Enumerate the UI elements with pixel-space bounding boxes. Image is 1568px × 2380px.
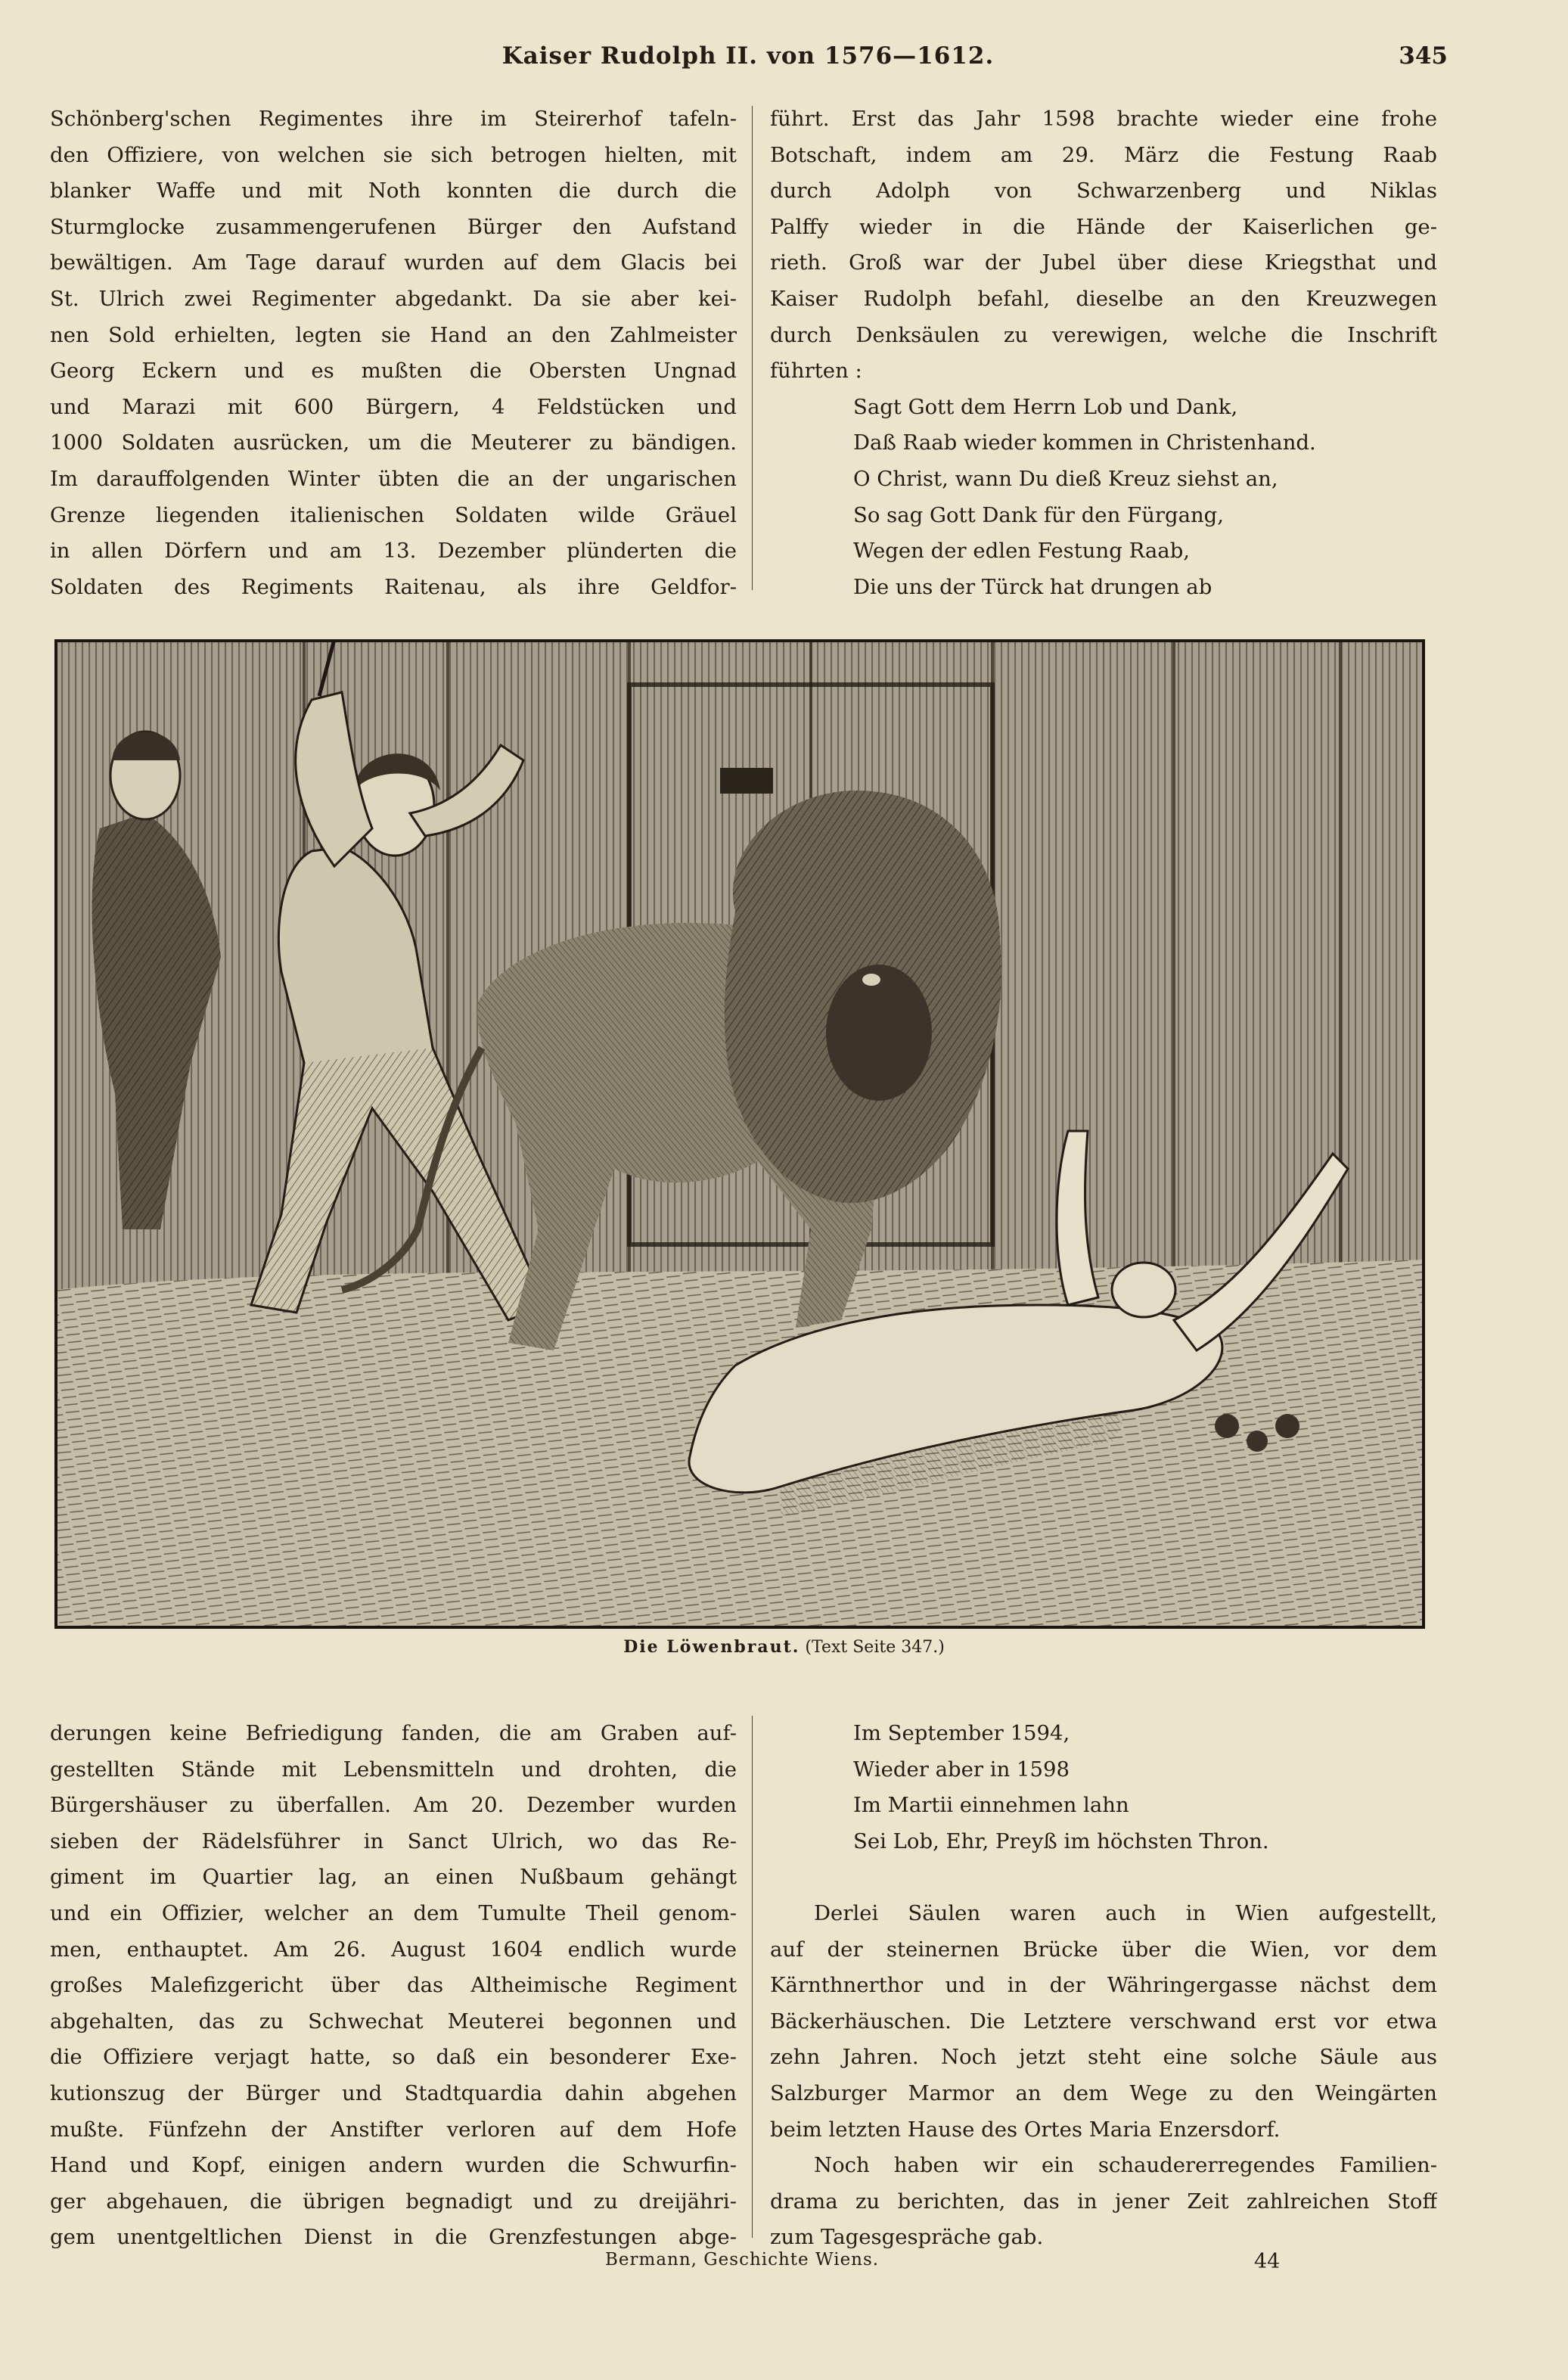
text-line: rieth. Groß war der Jubel über diese Kriegsthat und	[770, 250, 1437, 275]
text-line: Sturmglocke zusammengerufenen Bürger den Aufstand	[50, 214, 737, 239]
signature-mark: 44	[1254, 2250, 1281, 2273]
text-line: nen Sold erhielten, legten sie Hand an den Zahlmeister	[50, 322, 737, 347]
page-number: 345	[1399, 42, 1448, 70]
text-line: zum Tagesgespräche gab.	[770, 2225, 1044, 2250]
text-line: men, enthauptet. Am 26. August 1604 endlich wurde	[50, 1937, 737, 1962]
text-line: führt. Erst das Jahr 1598 brachte wieder eine frohe	[770, 107, 1437, 131]
text-line: giment im Quartier lag, an einen Nußbaum gehängt	[50, 1865, 737, 1890]
text-line: Im darauffolgenden Winter übten die an der ungarischen	[50, 466, 737, 491]
text-line: St. Ulrich zwei Regimenter abgedankt. Da sie aber kei-	[50, 286, 737, 311]
text-line: sieben der Rädelsführer in Sanct Ulrich, wo das Re-	[50, 1828, 737, 1853]
running-title: Kaiser Rudolph II. von 1576—1612.	[501, 42, 995, 70]
text-line: Noch haben wir ein schaudererregendes Familien-	[814, 2153, 1437, 2178]
text-line: gestellten Stände mit Lebensmitteln und drohten, die	[50, 1757, 737, 1782]
verse-line: Wegen der edlen Festung Raab,	[853, 539, 1191, 564]
text-line: mußte. Fünfzehn der Anstifter verloren auf dem Hofe	[50, 2117, 737, 2142]
text-line: führten :	[770, 359, 862, 384]
text-line: durch Adolph von Schwarzenberg und Niklas	[770, 179, 1437, 204]
text-line: Kaiser Rudolph befahl, dieselbe an den Kreuzwegen	[770, 286, 1437, 311]
verse-line: Daß Raab wieder kommen in Christenhand.	[853, 430, 1316, 455]
publisher-line: Bermann, Geschichte Wiens.	[605, 2250, 880, 2270]
text-line: Grenze liegenden italienischen Soldaten wilde Gräuel	[50, 502, 737, 527]
text-line: Salzburger Marmor an dem Wege zu den Weingärten	[770, 2080, 1437, 2105]
caption-title: Die Löwenbraut.	[623, 1637, 800, 1657]
verse-line: So sag Gott Dank für den Fürgang,	[853, 502, 1225, 527]
text-line: den Offiziere, von welchen sie sich betrogen hielten, mit	[50, 142, 737, 167]
text-line: und ein Offizier, welcher an dem Tumulte Theil genom-	[50, 1900, 737, 1925]
text-line: blanker Waffe und mit Noth konnten die durch die	[50, 179, 737, 204]
verse-line: Die uns der Türck hat drungen ab	[853, 574, 1212, 599]
text-line: Georg Eckern und es mußten die Obersten Ungnad	[50, 359, 737, 384]
text-line: 1000 Soldaten ausrücken, um die Meuterer zu bändigen.	[50, 430, 737, 455]
verse-line: O Christ, wann Du dieß Kreuz siehst an,	[853, 466, 1278, 491]
top-right-column	[770, 101, 1437, 605]
text-line: großes Malefizgericht über das Altheimische Regiment	[50, 1973, 737, 1998]
page-header	[48, 35, 1448, 80]
text-line: zehn Jahren. Noch jetzt steht eine solche Säule aus	[770, 2045, 1437, 2070]
text-line: Botschaft, indem am 29. März die Festung Raab	[770, 142, 1437, 167]
caption-reference: (Text Seite 347.)	[805, 1638, 945, 1657]
text-line: gem unentgeltlichen Dienst in die Grenzfestungen abge-	[50, 2225, 737, 2250]
engraving-illustration	[54, 639, 1425, 1629]
text-line: drama zu berichten, das in jener Zeit zahlreichen Stoff	[770, 2189, 1437, 2214]
text-line: Bäckerhäuschen. Die Letztere verschwand erst vor etwa	[770, 2009, 1437, 2034]
text-line: derungen keine Befriedigung fanden, die am Graben auf-	[50, 1721, 737, 1745]
text-line: ger abgehauen, die übrigen begnadigt und zu dreijähri-	[50, 2189, 737, 2214]
text-line: in allen Dörfern und am 13. Dezember plünderten die	[50, 539, 737, 564]
text-line: Derlei Säulen waren auch in Wien aufgestellt,	[814, 1900, 1437, 1925]
spacer	[770, 1860, 1437, 1896]
bottom-left-column	[50, 1716, 737, 2256]
verse-line: Wieder aber in 1598	[853, 1757, 1070, 1782]
verse-line: Im September 1594,	[853, 1721, 1070, 1745]
text-line: abgehalten, das zu Schwechat Meuterei begonnen und	[50, 2009, 737, 2034]
bottom-right-column	[770, 1716, 1437, 2256]
text-line: Bürgershäuser zu überfallen. Am 20. Dezember wurden	[50, 1793, 737, 1818]
text-line: Hand und Kopf, einigen andern wurden die Schwurfin-	[50, 2153, 737, 2178]
text-line: Schönberg'schen Regimentes ihre im Steirerhof tafeln-	[50, 107, 737, 131]
text-line: und Marazi mit 600 Bürgern, 4 Feldstücken und	[50, 394, 737, 419]
column-divider-top	[752, 106, 753, 590]
page-footer	[0, 2250, 1568, 2280]
column-divider-bottom	[752, 1716, 753, 2238]
verse-line: Im Martii einnehmen lahn	[853, 1793, 1129, 1818]
verse-line: Sei Lob, Ehr, Preyß im höchsten Thron.	[853, 1828, 1269, 1853]
illustration-caption	[0, 1637, 1568, 1657]
text-line: kutionszug der Bürger und Stadtquardia dahin abgehen	[50, 2080, 737, 2105]
text-line: die Offiziere verjagt hatte, so daß ein besonderer Exe-	[50, 2045, 737, 2070]
text-line: bewältigen. Am Tage darauf wurden auf dem Glacis bei	[50, 250, 737, 275]
verse-line: Sagt Gott dem Herrn Lob und Dank,	[853, 394, 1238, 419]
text-line: Soldaten des Regiments Raitenau, als ihre Geldfor-	[50, 574, 737, 599]
text-line: Kärnthnerthor und in der Währingergasse nächst dem	[770, 1973, 1437, 1998]
top-left-column	[50, 101, 737, 605]
text-line: durch Denksäulen zu verewigen, welche die Inschrift	[770, 322, 1437, 347]
text-line: auf der steinernen Brücke über die Wien, vor dem	[770, 1937, 1437, 1962]
text-line: Palffy wieder in die Hände der Kaiserlichen ge-	[770, 214, 1437, 239]
text-line: beim letzten Hause des Ortes Maria Enzersdorf.	[770, 2117, 1281, 2142]
